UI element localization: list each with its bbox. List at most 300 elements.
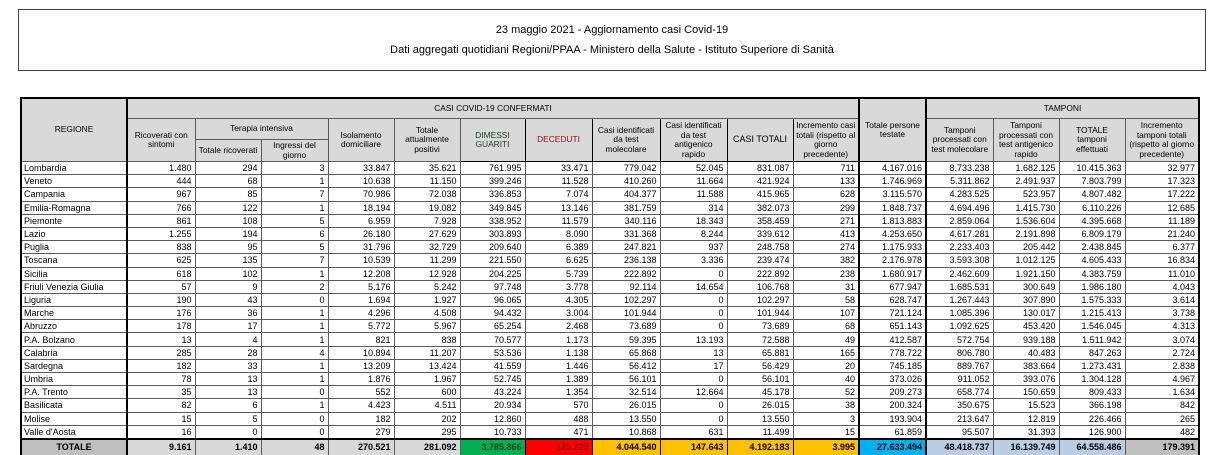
value-cell: 248.758	[727, 241, 793, 254]
value-cell: 53.536	[460, 346, 525, 359]
value-cell: 711	[793, 162, 859, 175]
value-cell: 102	[195, 267, 261, 280]
value-cell: 6.809.179	[1059, 227, 1125, 240]
value-cell: 779.042	[592, 162, 660, 175]
value-cell: 1.267.443	[926, 293, 993, 306]
value-cell: 4.508	[394, 307, 460, 320]
value-cell: 331.368	[592, 227, 660, 240]
value-cell: 350.675	[926, 399, 993, 412]
value-cell: 2.462.609	[926, 267, 993, 280]
value-cell: 85	[195, 188, 261, 201]
totals-value-cell: 48	[261, 439, 328, 455]
table-row	[21, 201, 1199, 214]
value-cell: 3.074	[1125, 333, 1199, 346]
value-cell: 937	[660, 241, 727, 254]
value-cell: 122	[195, 201, 261, 214]
value-cell: 1.012.125	[993, 254, 1059, 267]
value-cell: 336.853	[460, 188, 525, 201]
value-cell: 383.664	[993, 359, 1059, 372]
value-cell: 182	[127, 359, 195, 372]
value-cell: 1.215.413	[1059, 307, 1125, 320]
region-name-cell: Abruzzo	[21, 320, 127, 333]
value-cell: 373.026	[859, 373, 926, 386]
value-cell: 27.629	[394, 227, 460, 240]
column-header-casi-test-antigenico: Casi identificati da test antigenico rapido	[660, 119, 727, 162]
value-cell: 222.892	[592, 267, 660, 280]
value-cell: 20.934	[460, 399, 525, 412]
value-cell: 1.273.431	[1059, 359, 1125, 372]
value-cell: 190	[127, 293, 195, 306]
value-cell: 1.536.604	[993, 214, 1059, 227]
value-cell: 1	[261, 333, 328, 346]
value-cell: 1.173	[525, 333, 592, 346]
value-cell: 150.659	[993, 386, 1059, 399]
value-cell: 5.739	[525, 267, 592, 280]
value-cell: 176	[127, 307, 195, 320]
region-name-cell: Sardegna	[21, 359, 127, 372]
title-box	[18, 9, 1206, 71]
value-cell: 831.087	[727, 162, 793, 175]
region-name-cell: Emilia-Romagna	[21, 201, 127, 214]
value-cell: 16.834	[1125, 254, 1199, 267]
value-cell: 68	[195, 175, 261, 188]
value-cell: 382.073	[727, 201, 793, 214]
value-cell: 15.523	[993, 399, 1059, 412]
value-cell: 106.768	[727, 280, 793, 293]
value-cell: 35.621	[394, 162, 460, 175]
value-cell: 10.868	[592, 425, 660, 439]
value-cell: 11.579	[525, 214, 592, 227]
value-cell: 721.124	[859, 307, 926, 320]
value-cell: 842	[1125, 399, 1199, 412]
value-cell: 809.433	[1059, 386, 1125, 399]
value-cell: 523.957	[993, 188, 1059, 201]
column-header-tamponi-molecolare: Tamponi processati con test molecolare	[926, 119, 993, 162]
value-cell: 1.694	[328, 293, 394, 306]
value-cell: 12.685	[1125, 201, 1199, 214]
column-header-persone-testate: Totale persone testate	[859, 98, 926, 162]
table-row	[21, 162, 1199, 175]
value-cell: 265	[1125, 412, 1199, 425]
value-cell: 2.176.978	[859, 254, 926, 267]
value-cell: 806.780	[926, 346, 993, 359]
value-cell: 1.092.625	[926, 320, 993, 333]
column-header-isolamento-domiciliare: Isolamento domiciliare	[328, 119, 394, 162]
totals-value-cell: 16.139.749	[993, 439, 1059, 455]
table-row	[21, 373, 1199, 386]
value-cell: 133	[793, 175, 859, 188]
value-cell: 4.383.759	[1059, 267, 1125, 280]
region-name-cell: Calabria	[21, 346, 127, 359]
value-cell: 600	[394, 386, 460, 399]
covid-data-table	[20, 97, 1200, 455]
table-row	[21, 386, 1199, 399]
value-cell: 72.038	[394, 188, 460, 201]
value-cell: 58	[793, 293, 859, 306]
value-cell: 11.664	[660, 175, 727, 188]
value-cell: 49	[793, 333, 859, 346]
totals-value-cell: 64.558.486	[1059, 439, 1125, 455]
value-cell: 0	[660, 267, 727, 280]
value-cell: 6	[261, 227, 328, 240]
value-cell: 3.778	[525, 280, 592, 293]
totals-value-cell: 27.633.494	[859, 439, 926, 455]
value-cell: 4	[261, 346, 328, 359]
region-name-cell: Puglia	[21, 241, 127, 254]
value-cell: 658.774	[926, 386, 993, 399]
value-cell: 3	[793, 412, 859, 425]
value-cell: 1	[261, 320, 328, 333]
column-header-regione: REGIONE	[21, 98, 127, 162]
value-cell: 7.074	[525, 188, 592, 201]
value-cell: 8.733.238	[926, 162, 993, 175]
value-cell: 4.167.016	[859, 162, 926, 175]
value-cell: 135	[195, 254, 261, 267]
value-cell: 677.947	[859, 280, 926, 293]
value-cell: 861	[127, 214, 195, 227]
value-cell: 78	[127, 373, 195, 386]
value-cell: 102.297	[727, 293, 793, 306]
column-header-tamponi-antigenico: Tamponi processati con test antigenico rapido	[993, 119, 1059, 162]
column-header-casi-test-molecolare: Casi identificati da test molecolare	[592, 119, 660, 162]
value-cell: 404.377	[592, 188, 660, 201]
value-cell: 2	[261, 280, 328, 293]
value-cell: 13	[195, 373, 261, 386]
totals-value-cell: 4.192.183	[727, 439, 793, 455]
value-cell: 95.507	[926, 425, 993, 439]
value-cell: 299	[793, 201, 859, 214]
value-cell: 889.767	[926, 359, 993, 372]
value-cell: 1.446	[525, 359, 592, 372]
value-cell: 1	[261, 267, 328, 280]
value-cell: 32.514	[592, 386, 660, 399]
value-cell: 1.480	[127, 162, 195, 175]
value-cell: 65.254	[460, 320, 525, 333]
value-cell: 222.892	[727, 267, 793, 280]
column-header-deceduti: DECEDUTI	[525, 119, 592, 162]
column-header-incremento-tamponi: Incremento tamponi totali (rispetto al giorno precedente)	[1125, 119, 1199, 162]
value-cell: 17	[660, 359, 727, 372]
value-cell: 5	[261, 241, 328, 254]
value-cell: 1.682.125	[993, 162, 1059, 175]
table-row	[21, 320, 1199, 333]
column-header-dimessi-guariti: DIMESSI GUARITI	[460, 119, 525, 162]
table-row	[21, 280, 1199, 293]
totals-value-cell: 281.092	[394, 439, 460, 455]
value-cell: 939.188	[993, 333, 1059, 346]
value-cell: 0	[660, 307, 727, 320]
value-cell: 339.612	[727, 227, 793, 240]
value-cell: 1.967	[394, 373, 460, 386]
value-cell: 1.848.737	[859, 201, 926, 214]
value-cell: 40.483	[993, 346, 1059, 359]
value-cell: 239.474	[727, 254, 793, 267]
value-cell: 0	[660, 412, 727, 425]
value-cell: 33.471	[525, 162, 592, 175]
value-cell: 4.511	[394, 399, 460, 412]
value-cell: 73.689	[592, 320, 660, 333]
value-cell: 43	[195, 293, 261, 306]
region-name-cell: Liguria	[21, 293, 127, 306]
value-cell: 382	[793, 254, 859, 267]
value-cell: 340.116	[592, 214, 660, 227]
value-cell: 178	[127, 320, 195, 333]
value-cell: 274	[793, 241, 859, 254]
value-cell: 57	[127, 280, 195, 293]
totals-value-cell: 4.044.540	[592, 439, 660, 455]
value-cell: 1.685.531	[926, 280, 993, 293]
table-row	[21, 412, 1199, 425]
value-cell: 453.420	[993, 320, 1059, 333]
value-cell: 0	[261, 293, 328, 306]
value-cell: 31	[793, 280, 859, 293]
value-cell: 26.015	[592, 399, 660, 412]
value-cell: 68	[793, 320, 859, 333]
value-cell: 5.242	[394, 280, 460, 293]
value-cell: 1.354	[525, 386, 592, 399]
value-cell: 238	[793, 267, 859, 280]
value-cell: 43.224	[460, 386, 525, 399]
value-cell: 204.225	[460, 267, 525, 280]
value-cell: 12.928	[394, 267, 460, 280]
value-cell: 3.336	[660, 254, 727, 267]
value-cell: 1	[261, 175, 328, 188]
value-cell: 314	[660, 201, 727, 214]
value-cell: 2.491.937	[993, 175, 1059, 188]
value-cell: 13.424	[394, 359, 460, 372]
value-cell: 94.432	[460, 307, 525, 320]
value-cell: 303.893	[460, 227, 525, 240]
value-cell: 11.189	[1125, 214, 1199, 227]
value-cell: 17.222	[1125, 188, 1199, 201]
value-cell: 102.297	[592, 293, 660, 306]
region-name-cell: Friuli Venezia Giulia	[21, 280, 127, 293]
value-cell: 1	[261, 201, 328, 214]
value-cell: 31.796	[328, 241, 394, 254]
value-cell: 1.876	[328, 373, 394, 386]
value-cell: 32.977	[1125, 162, 1199, 175]
value-cell: 7	[261, 188, 328, 201]
value-cell: 15	[127, 412, 195, 425]
value-cell: 41.559	[460, 359, 525, 372]
value-cell: 52	[793, 386, 859, 399]
value-cell: 1	[261, 399, 328, 412]
value-cell: 1.680.917	[859, 267, 926, 280]
value-cell: 1.634	[1125, 386, 1199, 399]
value-cell: 193.904	[859, 412, 926, 425]
group-header-casi-confermati: CASI COVID-19 CONFERMATI	[127, 98, 859, 119]
value-cell: 35	[127, 386, 195, 399]
value-cell: 221.550	[460, 254, 525, 267]
value-cell: 3.004	[525, 307, 592, 320]
value-cell: 182	[328, 412, 394, 425]
value-cell: 1.175.933	[859, 241, 926, 254]
value-cell: 0	[261, 412, 328, 425]
value-cell: 4.296	[328, 307, 394, 320]
column-header-casi-totali: CASI TOTALI	[727, 119, 793, 162]
value-cell: 13.146	[525, 201, 592, 214]
value-cell: 766	[127, 201, 195, 214]
value-cell: 226.466	[1059, 412, 1125, 425]
value-cell: 2.838	[1125, 359, 1199, 372]
value-cell: 247.821	[592, 241, 660, 254]
value-cell: 279	[328, 425, 394, 439]
value-cell: 31.393	[993, 425, 1059, 439]
value-cell: 9	[195, 280, 261, 293]
totals-value-cell: 147.643	[660, 439, 727, 455]
region-name-cell: Basilicata	[21, 399, 127, 412]
table-row	[21, 346, 1199, 359]
value-cell: 967	[127, 188, 195, 201]
region-name-cell: Campania	[21, 188, 127, 201]
value-cell: 12.860	[460, 412, 525, 425]
value-cell: 838	[127, 241, 195, 254]
value-cell: 4.617.281	[926, 227, 993, 240]
value-cell: 26.015	[727, 399, 793, 412]
value-cell: 52.045	[660, 162, 727, 175]
column-header-incremento-casi: Incremento casi totali (rispetto al giorno precedente)	[793, 119, 859, 162]
value-cell: 271	[793, 214, 859, 227]
value-cell: 65.868	[592, 346, 660, 359]
value-cell: 10.638	[328, 175, 394, 188]
value-cell: 2.859.064	[926, 214, 993, 227]
value-cell: 56.101	[727, 373, 793, 386]
value-cell: 4.313	[1125, 320, 1199, 333]
value-cell: 59.395	[592, 333, 660, 346]
value-cell: 165	[793, 346, 859, 359]
table-row	[21, 188, 1199, 201]
value-cell: 2.468	[525, 320, 592, 333]
value-cell: 444	[127, 175, 195, 188]
value-cell: 13.193	[660, 333, 727, 346]
value-cell: 1	[261, 373, 328, 386]
value-cell: 209.640	[460, 241, 525, 254]
value-cell: 1.927	[394, 293, 460, 306]
totals-value-cell: 1.410	[195, 439, 261, 455]
column-header-ingressi-del-giorno: Ingressi del giorno	[261, 140, 328, 162]
region-name-cell: Veneto	[21, 175, 127, 188]
value-cell: 847.263	[1059, 346, 1125, 359]
value-cell: 628.747	[859, 293, 926, 306]
value-cell: 21.240	[1125, 227, 1199, 240]
value-cell: 108	[195, 214, 261, 227]
value-cell: 0	[660, 293, 727, 306]
value-cell: 3.115.570	[859, 188, 926, 201]
value-cell: 1.986.180	[1059, 280, 1125, 293]
value-cell: 625	[127, 254, 195, 267]
value-cell: 18.194	[328, 201, 394, 214]
value-cell: 471	[525, 425, 592, 439]
region-name-cell: Molise	[21, 412, 127, 425]
region-name-cell: Toscana	[21, 254, 127, 267]
value-cell: 572.754	[926, 333, 993, 346]
table-body	[21, 162, 1199, 439]
value-cell: 651.143	[859, 320, 926, 333]
value-cell: 6.625	[525, 254, 592, 267]
value-cell: 7.803.799	[1059, 175, 1125, 188]
value-cell: 4.395.668	[1059, 214, 1125, 227]
value-cell: 70.577	[460, 333, 525, 346]
value-cell: 482	[1125, 425, 1199, 439]
value-cell: 393.076	[993, 373, 1059, 386]
value-cell: 11.499	[727, 425, 793, 439]
value-cell: 52.745	[460, 373, 525, 386]
region-name-cell: Valle d'Aosta	[21, 425, 127, 439]
value-cell: 4.807.482	[1059, 188, 1125, 201]
value-cell: 96.065	[460, 293, 525, 306]
table-row	[21, 425, 1199, 439]
value-cell: 412.587	[859, 333, 926, 346]
value-cell: 6.959	[328, 214, 394, 227]
value-cell: 295	[394, 425, 460, 439]
value-cell: 6	[195, 399, 261, 412]
totals-value-cell: 179.391	[1125, 439, 1199, 455]
value-cell: 366.198	[1059, 399, 1125, 412]
value-cell: 10.415.363	[1059, 162, 1125, 175]
value-cell: 7.928	[394, 214, 460, 227]
value-cell: 11.588	[660, 188, 727, 201]
value-cell: 26.180	[328, 227, 394, 240]
value-cell: 33	[195, 359, 261, 372]
value-cell: 11.299	[394, 254, 460, 267]
value-cell: 11.010	[1125, 267, 1199, 280]
value-cell: 1.255	[127, 227, 195, 240]
value-cell: 38	[793, 399, 859, 412]
value-cell: 413	[793, 227, 859, 240]
value-cell: 202	[394, 412, 460, 425]
value-cell: 65.881	[727, 346, 793, 359]
totals-value-cell: 48.418.737	[926, 439, 993, 455]
value-cell: 16	[127, 425, 195, 439]
value-cell: 415.965	[727, 188, 793, 201]
value-cell: 0	[261, 425, 328, 439]
value-cell: 56.412	[592, 359, 660, 372]
value-cell: 14.654	[660, 280, 727, 293]
value-cell: 911.052	[926, 373, 993, 386]
header-group-row	[21, 98, 1199, 119]
value-cell: 13.550	[727, 412, 793, 425]
value-cell: 5.967	[394, 320, 460, 333]
table-row	[21, 254, 1199, 267]
value-cell: 1.085.396	[926, 307, 993, 320]
value-cell: 4.967	[1125, 373, 1199, 386]
value-cell: 13	[195, 386, 261, 399]
value-cell: 399.246	[460, 175, 525, 188]
value-cell: 6.389	[525, 241, 592, 254]
value-cell: 40	[793, 373, 859, 386]
value-cell: 17.323	[1125, 175, 1199, 188]
value-cell: 13	[127, 333, 195, 346]
value-cell: 73.689	[727, 320, 793, 333]
value-cell: 421.924	[727, 175, 793, 188]
table-footer	[21, 439, 1199, 455]
table-row	[21, 333, 1199, 346]
table-row	[21, 267, 1199, 280]
value-cell: 1.389	[525, 373, 592, 386]
value-cell: 8.090	[525, 227, 592, 240]
region-name-cell: Lombardia	[21, 162, 127, 175]
report-subtitle: Dati aggregati quotidiani Regioni/PPAA - Ministero della Salute - Istituto Superiore di Sanità	[390, 44, 834, 56]
value-cell: 70.986	[328, 188, 394, 201]
value-cell: 82	[127, 399, 195, 412]
value-cell: 97.748	[460, 280, 525, 293]
region-name-cell: Marche	[21, 307, 127, 320]
value-cell: 7	[261, 254, 328, 267]
value-cell: 13.209	[328, 359, 394, 372]
value-cell: 2.438.845	[1059, 241, 1125, 254]
value-cell: 488	[525, 412, 592, 425]
value-cell: 13	[660, 346, 727, 359]
